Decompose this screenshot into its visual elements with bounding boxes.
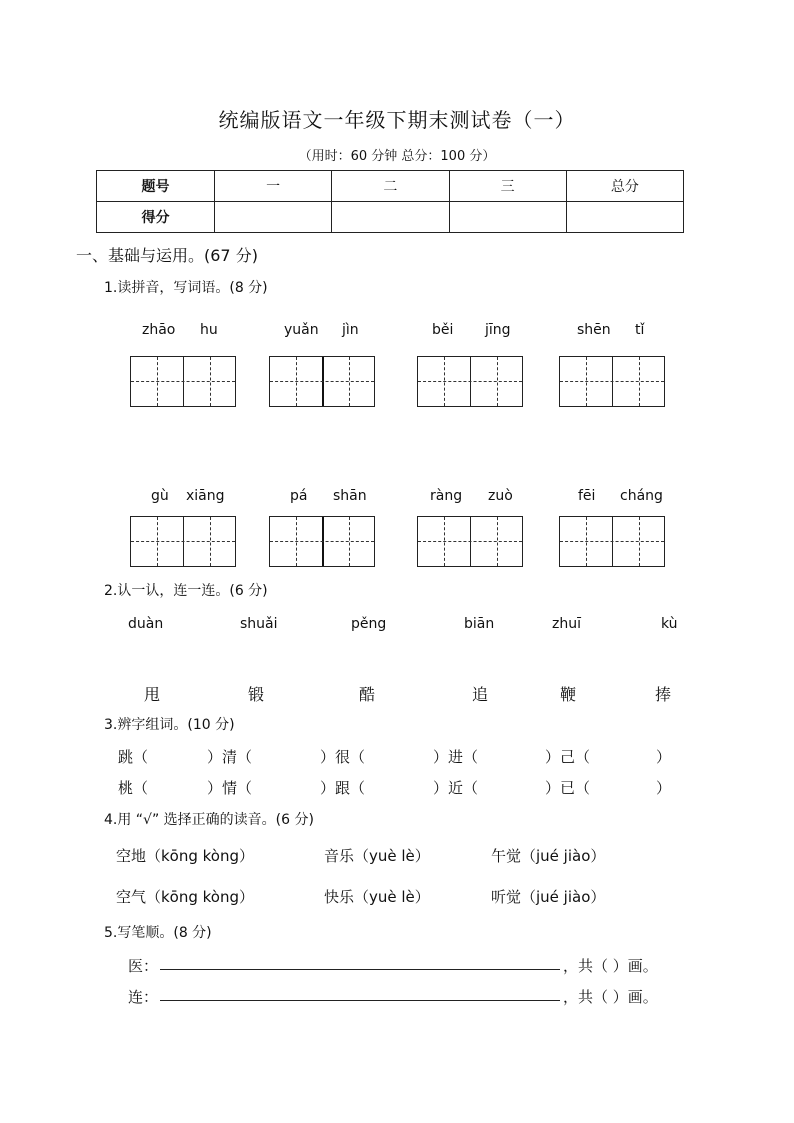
writing-grid[interactable] (559, 516, 665, 567)
score-header-cell: 一 (215, 171, 332, 202)
stroke-order-answer-line[interactable] (160, 969, 560, 970)
score-input-cell[interactable] (215, 202, 332, 233)
word-group-item: ）情（ (207, 779, 253, 797)
pinyin: fēi (578, 488, 596, 504)
score-table (96, 170, 684, 233)
score-row-label: 得分 (97, 202, 215, 233)
score-input-cell[interactable] (566, 202, 683, 233)
stroke-count-blank[interactable]: ，共（ ）画。 (563, 957, 658, 975)
score-header-cell: 二 (332, 171, 449, 202)
question-1-title: 1.读拼音，写词语。(8 分) (104, 280, 268, 296)
match-character[interactable]: 酷 (359, 685, 376, 704)
pronunciation-choice[interactable]: 午觉（jué jiào） (491, 847, 606, 865)
stroke-count-blank[interactable]: ，共（ ）画。 (563, 988, 658, 1006)
pinyin: gù (151, 488, 169, 504)
word-group-item: 跳（ (118, 748, 149, 766)
score-header-cell: 总分 (566, 171, 683, 202)
score-header-cell: 三 (449, 171, 566, 202)
word-group-item: ）已（ (545, 779, 591, 797)
pinyin: yuǎn (284, 322, 319, 338)
stroke-order-label: 医： (128, 957, 159, 975)
pinyin: zuò (488, 488, 513, 504)
match-pinyin[interactable]: duàn (128, 616, 164, 632)
writing-grid[interactable] (130, 516, 236, 567)
match-pinyin[interactable]: biān (464, 616, 495, 632)
writing-grid[interactable] (269, 356, 375, 407)
pinyin: tǐ (635, 322, 645, 338)
pinyin: pá (290, 488, 308, 504)
word-group-item: ）很（ (320, 748, 366, 766)
score-input-cell[interactable] (449, 202, 566, 233)
word-group-item: ）近（ (433, 779, 479, 797)
stroke-order-answer-line[interactable] (160, 1000, 560, 1001)
match-character[interactable]: 捧 (655, 685, 672, 704)
pronunciation-choice[interactable]: 快乐（yuè lè） (324, 888, 430, 906)
question-3-title: 3.辨字组词。(10 分) (104, 717, 235, 733)
pinyin: jìn (342, 322, 359, 338)
pinyin: jīng (485, 322, 511, 338)
word-group-item: ）清（ (207, 748, 253, 766)
match-character[interactable]: 追 (472, 685, 489, 704)
pronunciation-choice[interactable]: 空气（kōng kòng） (116, 888, 255, 906)
word-group-item: 桃（ (118, 779, 149, 797)
writing-grid[interactable] (269, 516, 375, 567)
score-table-score-row (97, 202, 684, 233)
exam-subtitle: （用时：60 分钟 总分：100 分） (298, 149, 496, 164)
pinyin: cháng (620, 488, 663, 504)
writing-grid[interactable] (417, 356, 523, 407)
question-2-title: 2.认一认，连一连。(6 分) (104, 583, 268, 599)
pinyin: zhāo (142, 322, 176, 338)
match-character[interactable]: 锻 (248, 685, 265, 704)
pronunciation-choice[interactable]: 空地（kōng kòng） (116, 847, 255, 865)
score-input-cell[interactable] (332, 202, 449, 233)
exam-title: 统编版语文一年级下期末测试卷（一） (218, 108, 576, 132)
stroke-order-label: 连： (128, 988, 159, 1006)
match-pinyin[interactable]: pěng (351, 616, 387, 632)
question-4-title: 4.用 “√” 选择正确的读音。(6 分) (104, 812, 314, 828)
match-character[interactable]: 甩 (144, 685, 161, 704)
pinyin: hu (200, 322, 218, 338)
pronunciation-choice[interactable]: 音乐（yuè lè） (324, 847, 430, 865)
match-pinyin[interactable]: kù (661, 616, 678, 632)
score-header-cell: 题号 (97, 171, 215, 202)
question-5-title: 5.写笔顺。(8 分) (104, 925, 212, 941)
pinyin: shān (333, 488, 367, 504)
writing-grid[interactable] (417, 516, 523, 567)
section-1-title: 一、基础与运用。(67 分) (76, 246, 258, 265)
word-group-item: ）进（ (433, 748, 479, 766)
pinyin: ràng (430, 488, 463, 504)
pinyin: běi (432, 322, 454, 338)
pinyin: xiāng (186, 488, 225, 504)
word-group-item: ） (656, 748, 672, 766)
match-character[interactable]: 鞭 (560, 685, 577, 704)
match-pinyin[interactable]: shuǎi (240, 616, 278, 632)
pinyin: shēn (577, 322, 611, 338)
match-pinyin[interactable]: zhuī (552, 616, 581, 632)
score-table-header-row (97, 171, 684, 202)
word-group-item: ）己（ (545, 748, 591, 766)
word-group-item: ）跟（ (320, 779, 366, 797)
word-group-item: ） (656, 779, 672, 797)
writing-grid[interactable] (130, 356, 236, 407)
pronunciation-choice[interactable]: 听觉（jué jiào） (491, 888, 606, 906)
writing-grid[interactable] (559, 356, 665, 407)
